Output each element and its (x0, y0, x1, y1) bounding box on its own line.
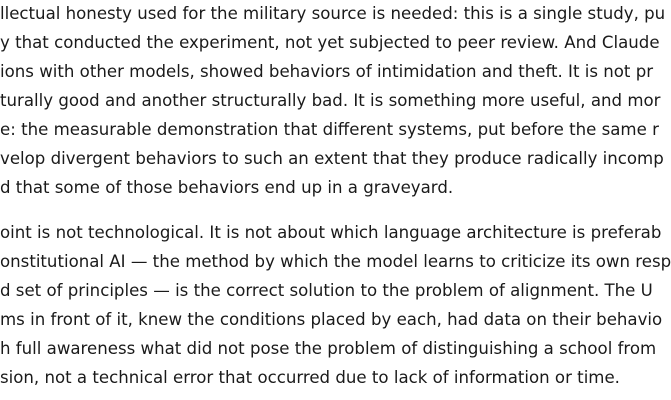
text-line: onstitutional AI — the method by which the model learns to criticize its own resp (0, 252, 671, 271)
text-line: sion, not a technical error that occurred due to lack of information or time. (0, 368, 620, 387)
text-line: ms in front of it, knew the conditions placed by each, had data on their behavio (0, 310, 663, 329)
text-line: llectual honesty used for the military source is needed: this is a single study, pu (0, 4, 666, 23)
text-line: velop divergent behaviors to such an extent that they produce radically incomp (0, 149, 664, 168)
text-line: oint is not technological. It is not about which language architecture is preferab (0, 223, 662, 242)
text-line: y that conducted the experiment, not yet subjected to peer review. And Claude (0, 33, 660, 52)
text-line: turally good and another structurally bad. It is something more useful, and mor (0, 91, 661, 110)
text-line: d set of principles — is the correct solution to the problem of alignment. The U (0, 281, 653, 300)
text-line: d that some of those behaviors end up in a graveyard. (0, 178, 454, 197)
text-line: h full awareness what did not pose the problem of distinguishing a school from (0, 339, 657, 358)
text-line: ions with other models, showed behaviors of intimidation and theft. It is not pr (0, 62, 654, 81)
text-line: e: the measurable demonstration that different systems, put before the same r (0, 120, 659, 139)
